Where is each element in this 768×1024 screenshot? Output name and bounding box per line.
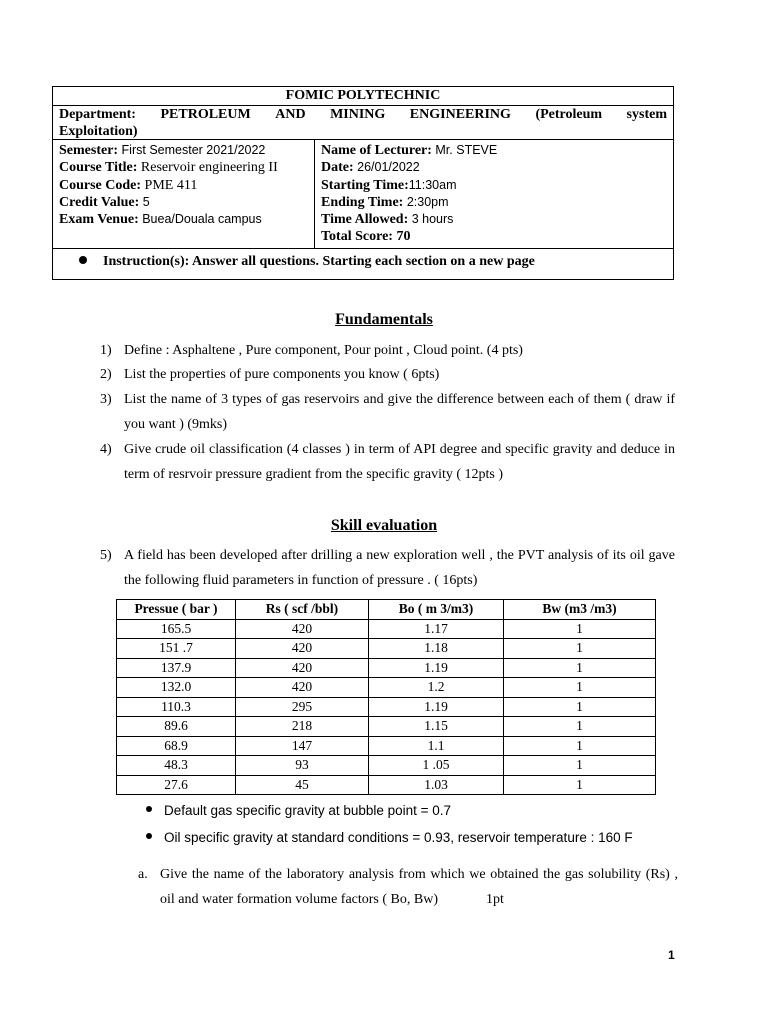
institution-name: FOMIC POLYTECHNIC (53, 87, 673, 106)
pvt-data-table (116, 599, 656, 795)
table-cell: 165.5 (117, 619, 236, 639)
question-4 (100, 437, 675, 487)
table-cell: 420 (236, 658, 369, 678)
bullet-icon (79, 256, 87, 264)
table-cell: 1 .05 (369, 756, 504, 776)
instruction-text: Instruction(s): Answer all questions. Starting each section on a new page (103, 254, 535, 269)
table-cell: 1 (504, 775, 656, 795)
date-row (321, 159, 667, 176)
lecturer-row (321, 142, 667, 159)
credit-value-value: 5 (139, 194, 150, 209)
question-number: 2) (100, 367, 112, 382)
credit-value-row (59, 194, 308, 211)
ending-time-value: 2:30pm (403, 194, 449, 209)
table-cell: 218 (236, 717, 369, 737)
time-allowed-row (321, 211, 667, 228)
question-1 (100, 338, 675, 363)
semester-value: First Semester 2021/2022 (118, 143, 266, 157)
bullet-item-gas-gravity (146, 803, 451, 818)
instruction-row (53, 249, 673, 279)
table-cell: 1.17 (369, 619, 504, 639)
exam-venue-row (59, 211, 308, 228)
table-cell: 1 (504, 658, 656, 678)
table-cell: 1.03 (369, 775, 504, 795)
department-word: (Petroleum (535, 107, 603, 122)
table-cell: 147 (236, 736, 369, 756)
bullet-icon (146, 833, 152, 839)
column-header-bw: Bw (m3 /m3) (504, 600, 656, 620)
table-cell: 1 (504, 717, 656, 737)
total-score-label: Total Score: 70 (321, 229, 411, 245)
question-number: 1) (100, 343, 112, 358)
credit-value-label: Credit Value: (59, 194, 140, 210)
total-score-row (321, 228, 667, 245)
question-text: A field has been developed after drilling a new exploration well , the PVT analysis of its oil gave the following fluid parameters in function of pressure . ( 16pts) (124, 548, 675, 588)
subquestion-text: Give the name of the laboratory analysis from which we obtained the gas solubility (Rs) , oil and water formation volume factors ( Bo, Bw) (160, 867, 678, 907)
table-cell: 295 (236, 697, 369, 717)
table-cell: 1.19 (369, 697, 504, 717)
question-text: List the name of 3 types of gas reservoirs and give the difference between each of them ( draw if you want ) (9mks) (124, 392, 675, 432)
column-header-rs: Rs ( scf /bbl) (236, 600, 369, 620)
time-allowed-value: 3 hours (408, 212, 454, 227)
table-cell: 45 (236, 775, 369, 795)
table-cell: 420 (236, 619, 369, 639)
question-2 (100, 362, 675, 387)
question-text: Give crude oil classification (4 classes ) in term of API degree and specific gravity and deduce in term of resrvoir pressure gradient from the specific gravity ( 12pts ) (124, 442, 675, 482)
table-cell: 1.1 (369, 736, 504, 756)
department-word: system (626, 107, 667, 122)
ending-time-row (321, 194, 667, 211)
course-info-grid (53, 140, 673, 249)
lecturer-value: Mr. STEVE (431, 143, 498, 157)
exam-header-box (52, 86, 674, 280)
table-row (117, 639, 656, 659)
question-number: 5) (100, 548, 112, 563)
bullet-text: Default gas specific gravity at bubble point = 0.7 (164, 803, 452, 818)
table-cell: 1.18 (369, 639, 504, 659)
department-line-2: Exploitation) (59, 124, 138, 139)
semester-row (59, 142, 308, 159)
question-number: 3) (100, 392, 112, 407)
department-word: AND (275, 107, 306, 122)
table-row (117, 619, 656, 639)
table-cell: 1.2 (369, 678, 504, 698)
table-cell: 151 .7 (117, 639, 236, 659)
column-header-pressure: Pressue ( bar ) (117, 600, 236, 620)
table-cell: 1.19 (369, 658, 504, 678)
table-cell: 89.6 (117, 717, 236, 737)
table-row (117, 717, 656, 737)
starting-time-row (321, 177, 667, 194)
subquestion-body (160, 862, 678, 912)
question-number: 4) (100, 442, 112, 457)
semester-label: Semester: (59, 143, 119, 158)
table-row (117, 736, 656, 756)
section-title-fundamentals: Fundamentals (335, 311, 433, 328)
subquestion-points: 1pt (485, 892, 504, 907)
starting-time-value: 11:30am (408, 177, 457, 192)
table-cell: 1 (504, 697, 656, 717)
table-row (117, 775, 656, 795)
starting-time-label: Starting Time: (321, 177, 409, 193)
question-5 (100, 543, 675, 593)
course-title-value: Reservoir engineering II (137, 160, 278, 176)
table-cell: 1 (504, 678, 656, 698)
department-field (53, 106, 673, 140)
question-3 (100, 387, 675, 437)
table-cell: 110.3 (117, 697, 236, 717)
column-header-bo: Bo ( m 3/m3) (369, 600, 504, 620)
table-row (117, 756, 656, 776)
table-cell: 93 (236, 756, 369, 776)
time-allowed-label: Time Allowed: (321, 212, 409, 228)
table-row (117, 697, 656, 717)
table-cell: 68.9 (117, 736, 236, 756)
lecturer-label: Name of Lecturer: (321, 143, 432, 158)
table-cell: 27.6 (117, 775, 236, 795)
table-cell: 48.3 (117, 756, 236, 776)
exam-venue-label: Exam Venue: (59, 212, 139, 228)
table-cell: 1 (504, 756, 656, 776)
table-row (117, 678, 656, 698)
course-title-label: Course Title: (59, 160, 138, 176)
section-title-skill-evaluation: Skill evaluation (330, 517, 438, 534)
table-cell: 420 (236, 639, 369, 659)
course-info-right (315, 140, 673, 248)
department-word: MINING (330, 107, 386, 122)
question-text: Define : Asphaltene , Pure component, Pour point , Cloud point. (4 pts) (124, 343, 523, 358)
bullet-text: Oil specific gravity at standard conditions = 0.93, reservoir temperature : 160 F (164, 830, 633, 845)
table-cell: 1 (504, 736, 656, 756)
course-code-value: PME 411 (141, 177, 198, 193)
table-row (117, 658, 656, 678)
subquestion-a (138, 862, 678, 912)
exam-venue-value: Buea/Douala campus (138, 212, 262, 227)
table-header-row (117, 600, 656, 620)
table-cell: 1 (504, 619, 656, 639)
bullet-item-oil-gravity (146, 830, 633, 845)
table-cell: 137.9 (117, 658, 236, 678)
table-cell: 420 (236, 678, 369, 698)
table-cell: 132.0 (117, 678, 236, 698)
department-word: PETROLEUM (160, 107, 251, 122)
table-cell: 1.15 (369, 717, 504, 737)
date-label: Date: (321, 160, 354, 176)
course-info-left (53, 140, 315, 248)
table-cell: 1 (504, 639, 656, 659)
department-label: Department: (59, 107, 136, 122)
department-line-1 (59, 106, 667, 123)
ending-time-label: Ending Time: (321, 194, 404, 210)
bullet-icon (146, 806, 152, 812)
date-value: 26/01/2022 (353, 160, 420, 175)
course-title-row (59, 159, 308, 176)
question-text: List the properties of pure components you know ( 6pts) (124, 367, 440, 382)
subquestion-letter: a. (138, 867, 148, 882)
course-code-label: Course Code: (59, 177, 142, 193)
page-number: 1 (668, 948, 675, 962)
department-word: ENGINEERING (409, 107, 511, 122)
course-code-row (59, 177, 308, 194)
